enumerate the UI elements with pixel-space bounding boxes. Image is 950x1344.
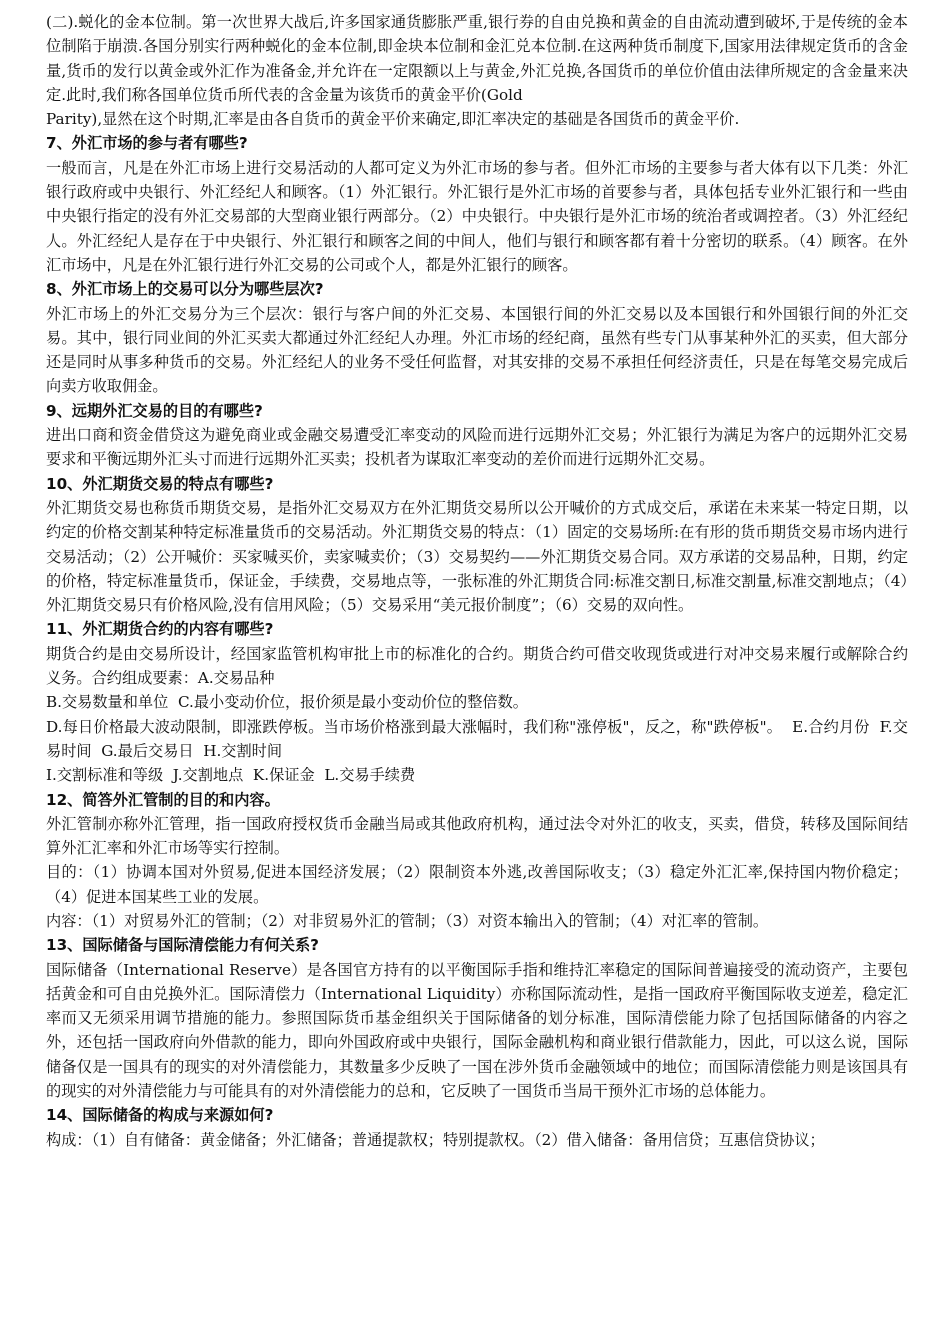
answer-q11-line-b: B.交易数量和单位 C.最小变动价位，报价须是最小变动价位的整倍数。 [46,693,528,712]
answer-q7: 一般而言，凡是在外汇市场上进行交易活动的人都可定义为外汇市场的参与者。但外汇市场的主要参与者大体有以下几类：外汇银行政府或中央银行、外汇经纪人和顾客。（1）外汇银行。外汇银行是外汇市场的首要参与者，具体包括专业外汇银行和一些由中央银行指定的没有外汇交易部的大型商业银行两部分。（2）中央银行。中央银行是外汇市场的统治者或调控者。（3）外汇经纪人。外汇经纪人是存在于中央银行、外汇银行和顾客之间的中间人，他们与银行和顾客都有着十分密切的联系。（4）顾客。在外汇市场中，凡是在外汇银行进行外汇交易的公司或个人，都是外汇银行的顾客。 [46,158,908,274]
answer-q9: 进出口商和资金借贷这为避免商业或金融交易遭受汇率变动的风险而进行远期外汇交易；外汇银行为满足为客户的远期外汇交易要求和平衡远期外汇头寸而进行远期外汇买卖；投机者为谋取汇率变动的差价而进行远期外汇交易。 [46,426,908,469]
intro-paragraph-1: (二).蜕化的金本位制。第一次世界大战后,许多国家通货膨胀严重,银行券的自由兑换和黄金的自由流动遭到破坏,于是传统的金本位制陷于崩溃.各国分别实行两种蜕化的金本位制,即金块本位制和金汇兑本位制.在这两种货币制度下,国家用法律规定货币的含金量,货币的发行以黄金或外汇作为准备金,并允许在一定限额以上与黄金,外汇兑换,各国货币的单位价值由法律所规定的含金量来决定.此时,我们称各国单位货币所代表的含金量为该货币的黄金平价(Gold [46,13,908,104]
heading-q9: 9、远期外汇交易的目的有哪些? [46,401,263,420]
answer-q11-line-d: D.每日价格最大波动限制，即涨跌停板。当市场价格涨到最大涨幅时，我们称"涨停板"，反之，称"跌停板"。 E.合约月份 F.交易时间 G.最后交易日 H.交割时间 [46,717,908,760]
answer-q8: 外汇市场上的外汇交易分为三个层次：银行与客户间的外汇交易、本国银行间的外汇交易以及本国银行和外国银行间的外汇交易。其中，银行同业间的外汇买卖大都通过外汇经纪人办理。外汇市场的经纪商，虽然有些专门从事某种外汇的买卖，但大部分还是同时从事多种货币的交易。外汇经纪人的业务不受任何监督，对其安排的交易不承担任何经济责任，只是在每笔交易完成后向卖方收取佣金。 [46,304,908,396]
heading-q14: 14、国际储备的构成与来源如何? [46,1106,274,1125]
heading-q13: 13、国际储备与国际清偿能力有何关系? [46,936,319,955]
heading-q12: 12、简答外汇管制的目的和内容。 [46,790,280,809]
heading-q7: 7、外汇市场的参与者有哪些? [46,134,248,153]
answer-q11-intro: 期货合约是由交易所设计，经国家监管机构审批上市的标准化的合约。期货合约可借交收现货或进行对冲交易来履行或解除合约义务。合约组成要素：A.交易品种 [46,644,908,688]
answer-q13: 国际储备（International Reserve）是各国官方持有的以平衡国际手指和维持汇率稳定的国际间普遍接受的流动资产，主要包括黄金和可自由兑换外汇。国际清偿力（International Liquidity）亦称国际流动性，是指一国政府平衡国际收支逆差，稳定汇率而又无须采用调节措施的能力。参照国际货币基金组织关于国际储备的划分标准，国际清偿能力除了包括国际储备的内容之外，还包括一国政府向外借款的能力，即向外国政府或中央银行，国际金融机构和商业银行借款能力，因此，可以这么说，国际储备仅是一国具有的现实的对外清偿能力，其数量多少反映了一国在涉外货币金融领域中的地位；而国际清偿能力则是该国具有的现实的对外清偿能力与可能具有的对外清偿能力的总和，它反映了一国货币当局干预外汇市场的总体能力。 [46,960,908,1101]
heading-q8: 8、外汇市场上的交易可以分为哪些层次? [46,280,324,299]
answer-q12-definition: 外汇管制亦称外汇管理，指一国政府授权货币金融当局或其他政府机构，通过法令对外汇的收支，买卖，借贷，转移及国际间结算外汇汇率和外汇市场等实行控制。 [46,814,908,858]
intro-paragraph-2: Parity),显然在这个时期,汇率是由各自货币的黄金平价来确定,即汇率决定的基础是各国货币的黄金平价. [46,110,740,129]
answer-q11-line-i: I.交割标准和等级 J.交割地点 K.保证金 L.交易手续费 [46,766,416,785]
answer-q12-purpose: 目的：（1）协调本国对外贸易,促进本国经济发展；（2）限制资本外逃,改善国际收支；（3）稳定外汇汇率,保持国内物价稳定；（4）促进本国某些工业的发展。 [46,863,908,906]
answer-q12-content: 内容：（1）对贸易外汇的管制；（2）对非贸易外汇的管制；（3）对资本输出入的管制；（4）对汇率的管制。 [46,911,769,930]
answer-q10: 外汇期货交易也称货币期货交易，是指外汇交易双方在外汇期货交易所以公开喊价的方式成交后，承诺在未来某一特定日期，以约定的价格交割某种特定标准量货币的交易活动。外汇期货交易的特点：（1）固定的交易场所:在有形的货币期货交易市场内进行交易活动；（2）公开喊价：买家喊买价，卖家喊卖价；（3）交易契约——外汇期货交易合同。双方承诺的交易品种，日期，约定的价格，特定标准量货币，保证金，手续费，交易地点等，一张标准的外汇期货合同:标准交割日,标准交割量,标准交割地点；（4）外汇期货交易只有价格风险,没有信用风险；（5）交易采用“美元报价制度”；（6）交易的双向性。 [46,498,908,615]
document-page [46,10,908,1152]
answer-q14: 构成：（1）自有储备：黄金储备；外汇储备；普通提款权；特别提款权。（2）借入储备：备用信贷；互惠信贷协议； [46,1130,825,1149]
heading-q11: 11、外汇期货合约的内容有哪些? [46,620,274,639]
heading-q10: 10、外汇期货交易的特点有哪些? [46,474,274,493]
